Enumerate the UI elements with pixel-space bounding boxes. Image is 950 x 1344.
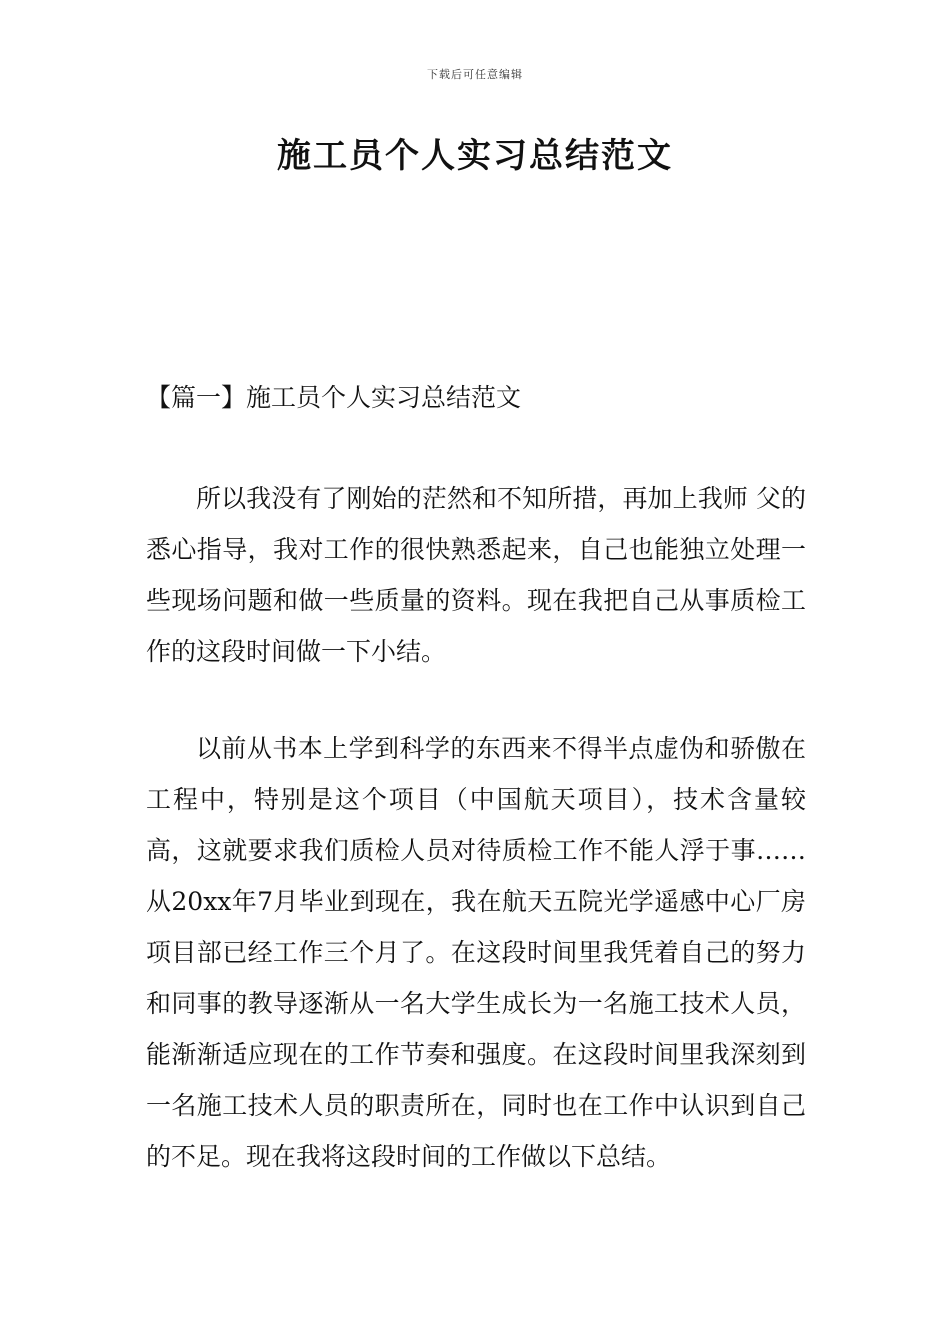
- body-paragraph: 所以我没有了刚始的茫然和不知所措，再加上我师 父的悉心指导，我对工作的很快熟悉起来，自己也能独立处理一些现场问题和做一些质量的资料。现在我把自己从事质检工作的这段时间做一下小结。: [146, 484, 806, 666]
- body-paragraph: 以前从书本上学到科学的东西来不得半点虚伪和骄傲在工程中，特别是这个项目（中国航天项目），技术含量较高，这就要求我们质检人员对待质检工作不能人浮于事……从20xx年7月毕业到现在，我在航天五院光学遥感中心厂房项目部已经工作三个月了。在这段时间里我凭着自己的努力和同事的教导逐渐从一名大学生成长为一名施工技术人员，能渐渐适应现在的工作节奏和强度。在这段时间里我深刻到一名施工技术人员的职责所在，同时也在工作中认识到自己的不足。现在我将这段时间的工作做以下总结。: [146, 734, 806, 1171]
- header-note: 下载后可任意编辑: [427, 68, 523, 81]
- section-heading: 【篇一】施工员个人实习总结范文: [146, 383, 522, 412]
- document-title: 施工员个人实习总结范文: [277, 136, 673, 176]
